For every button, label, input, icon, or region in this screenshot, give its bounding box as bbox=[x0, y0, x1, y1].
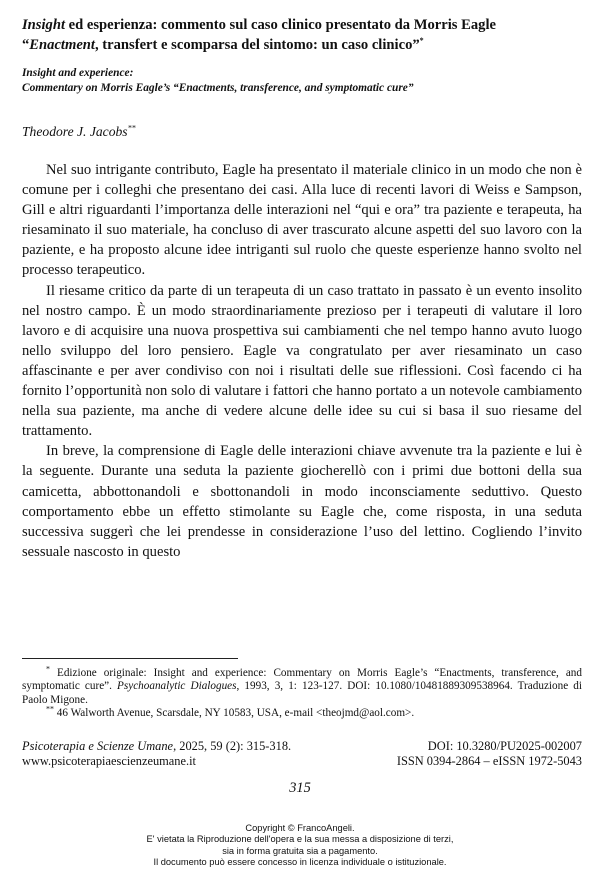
page-number: 315 bbox=[289, 780, 311, 796]
footnote-2: ** 46 Walworth Avenue, Scarsdale, NY 10583, USA, e-mail <theojmd@aol.com>. bbox=[46, 704, 415, 719]
article-title bbox=[22, 15, 582, 55]
journal-issn: ISSN 0394-2864 – eISSN 1972-5043 bbox=[396, 754, 582, 768]
journal-website: www.psicoterapiaescienzeumane.it bbox=[22, 754, 196, 768]
author-footnote-mark: ** bbox=[127, 123, 136, 133]
article-body bbox=[22, 160, 582, 562]
journal-citation: , 2025, 59 (2): 315-318. bbox=[173, 739, 292, 753]
author-name: Theodore J. Jacobs** bbox=[22, 123, 136, 139]
footnote-divider bbox=[22, 658, 238, 659]
journal-doi: DOI: 10.3280/PU2025-002007 bbox=[427, 739, 582, 753]
journal-web-row bbox=[22, 754, 582, 769]
title-footnote-mark: * bbox=[419, 36, 424, 46]
body-paragraph: Nel suo intrigante contributo, Eagle ha presentato il materiale clinico in un modo che non è comune per i colleghi che presentano dei casi. Alla luce di recenti lavori di Weiss e Sampson, Gill e altri riguardanti l’importanza delle interazioni nel “qui e ora” tra paziente e terapeuta, ha riesaminato il suo materiale, ha concluso di aver trascurato alcune aspetti del suo lavoro con la paziente, e ha proposto alcune idee intriganti sul ruolo che queste esperienze hanno svolto nel processo terapeutico. bbox=[22, 162, 582, 279]
body-paragraph: Il riesame critico da parte di un terapeuta di un caso trattato in passato è un evento insolito nel nostro campo. È un modo straordinariamente prezioso per i terapeuti di valutare il loro lavoro e di acquisire una nuova prospettiva sui cambiamenti che nel tempo hanno avuto luogo nello sviluppo del loro pensiero. Eagle va congratulato per aver riesaminato un caso affascinante e per aver condiviso con noi i risultati delle sue riflessioni. Così facendo ci ha fornito l’opportunità non solo di valutare i fattori che hanno portato a un notevole cambiamento nella sua paziente, ma anche di vedere alcune delle idee su cui si basa il suo riesame del trattamento. bbox=[22, 282, 582, 440]
body-paragraph: In breve, la comprensione di Eagle delle interazioni chiave avvenute tra la paziente e lui è la seguente. Durante una seduta la paziente giocherellò con i primi due bottoni della sua camicetta, abbottonandoli e sbottonandoli in modo inconsciamente seduttivo. Questo comportamento ebbe un effetto stimolante su Eagle che, come risposta, in una seduta successiva suggerì che lei prendesse in considerazione l’uso del lettino. Cogliendo l’invito sessuale nascosto in questo bbox=[22, 443, 582, 560]
title-line-2: “Enactment, transfert e scomparsa del sintomo: un caso clinico”* bbox=[22, 36, 424, 53]
footnotes bbox=[22, 664, 582, 720]
journal-citation-row bbox=[22, 739, 582, 754]
english-subtitle: Insight and experience: Commentary on Morris Eagle’s “Enactments, transference, and symptomatic cure” bbox=[22, 67, 414, 94]
title-line-1: Insight ed esperienza: commento sul caso clinico presentato da Morris Eagle bbox=[22, 17, 496, 33]
journal-name: Psicoterapia e Scienze Umane bbox=[22, 739, 174, 753]
footnote-1: * Edizione originale: Insight and experience: Commentary on Morris Eagle’s “Enactments, transference, and symptomatic cure”. Psychoanalytic Dialogues, 1993, 3, 1: 123-127. DOI: 10.1080/10481889309538964. Traduzione di Paolo Migone. bbox=[22, 664, 582, 706]
copyright-notice: Copyright © FrancoAngeli. E' vietata la Riproduzione dell'opera e la sua messa a disposizione di terzi, sia in forma gratuita sia a pagamento. Il documento può essere concesso in licenza individuale o istituzionale. bbox=[146, 823, 454, 867]
journal-info bbox=[22, 739, 582, 769]
